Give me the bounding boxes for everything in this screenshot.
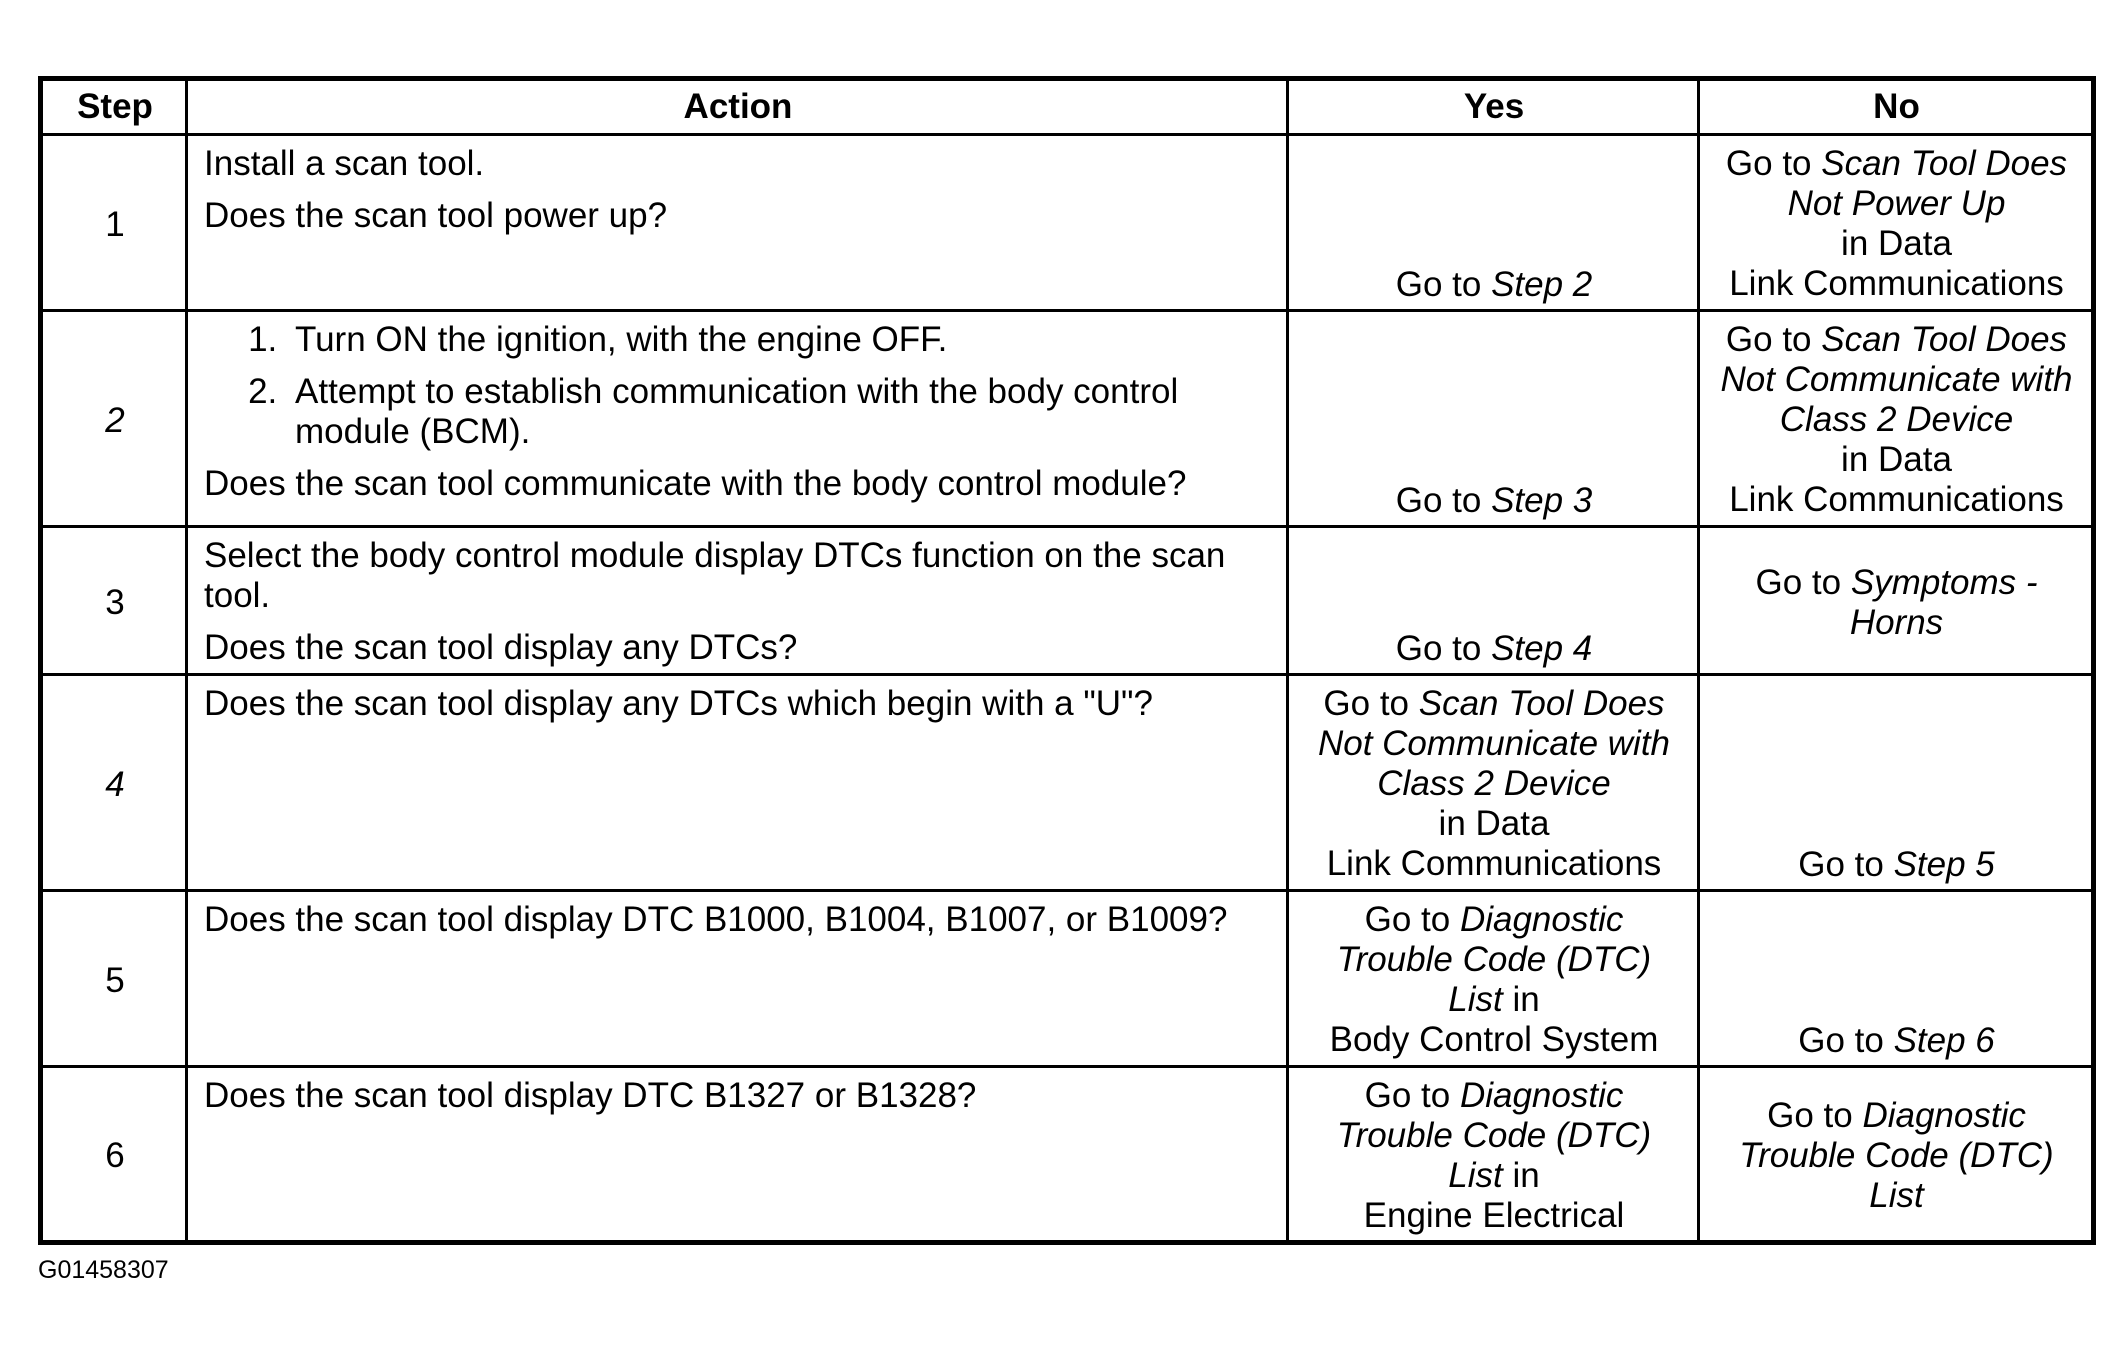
reference-link[interactable]: Scan Tool Does [1821, 320, 2068, 359]
no-cell [1699, 891, 2094, 1067]
action-instruction: Install a scan tool. [204, 144, 485, 183]
diagnostic-table [38, 76, 2096, 1245]
goto-prefix: Go to [1323, 684, 1419, 723]
goto-prefix: Go to [1767, 1096, 1863, 1135]
header-step: Step [41, 79, 187, 135]
yes-goto-line-2 [1305, 940, 1683, 980]
action-cell [187, 135, 1288, 311]
reference-link[interactable]: Scan Tool Does [1418, 684, 1665, 723]
no-cell [1699, 527, 2094, 675]
yes-goto-line-5: Link Communications [1326, 844, 1662, 883]
step-number: 4 [41, 675, 187, 891]
action-steps-list [204, 320, 1272, 452]
reference-link[interactable]: Not Communicate with [1317, 724, 1671, 763]
reference-link[interactable]: Diagnostic [1862, 1096, 2026, 1135]
goto-prefix: Go to [1395, 629, 1492, 668]
no-goto-line-3 [1716, 1176, 2077, 1216]
table-row [41, 311, 2094, 527]
no-cell [1699, 1067, 2094, 1243]
action-cell [187, 311, 1288, 527]
goto-prefix: Go to [1395, 265, 1492, 304]
reference-link[interactable]: Class 2 Device [1377, 764, 1611, 803]
reference-link[interactable]: List [1448, 1156, 1503, 1195]
no-goto-line-2 [1716, 1136, 2077, 1176]
reference-link[interactable]: List [1448, 980, 1503, 1019]
goto-suffix: in [1502, 1156, 1540, 1195]
yes-goto[interactable] [1305, 481, 1683, 521]
action-question: Does the scan tool display DTC B1327 or B1328? [204, 1076, 977, 1115]
step-number: 2 [41, 311, 187, 527]
yes-goto-line-2 [1305, 1116, 1683, 1156]
goto-prefix: Go to [1725, 320, 1822, 359]
reference-link[interactable]: Trouble Code (DTC) [1739, 1136, 2054, 1175]
yes-goto-line-4: Engine Electrical [1363, 1196, 1625, 1235]
yes-goto[interactable] [1305, 629, 1683, 669]
step-number: 3 [41, 527, 187, 675]
yes-goto[interactable] [1305, 265, 1683, 305]
action-cell [187, 891, 1288, 1067]
yes-cell [1288, 891, 1699, 1067]
step-number: 5 [41, 891, 187, 1067]
yes-cell [1288, 675, 1699, 891]
goto-prefix: Go to [1364, 1076, 1460, 1115]
action-question: Does the scan tool power up? [204, 196, 668, 235]
yes-goto-line-3 [1305, 1156, 1683, 1196]
no-cell [1699, 675, 2094, 891]
yes-cell [1288, 527, 1699, 675]
reference-link[interactable]: Symptoms - [1850, 562, 2038, 602]
no-goto-line-2 [1716, 184, 2077, 224]
action-cell [187, 527, 1288, 675]
action-step-item: 1. Turn ON the ignition, with the engine OFF. [287, 320, 1272, 360]
reference-link[interactable]: Not Communicate with [1720, 360, 2073, 399]
table-row [41, 891, 2094, 1067]
header-action: Action [187, 79, 1288, 135]
yes-cell [1288, 1067, 1699, 1243]
diagnostic-document [38, 76, 2091, 1245]
yes-cell [1288, 311, 1699, 527]
action-question: Does the scan tool display any DTCs? [204, 628, 798, 667]
reference-link[interactable]: Class 2 Device [1779, 400, 2014, 439]
goto-prefix: Go to [1755, 562, 1851, 602]
no-goto-line-2 [1716, 360, 2077, 400]
table-row [41, 527, 2094, 675]
no-cell [1699, 135, 2094, 311]
no-goto-line-1 [1716, 1096, 2077, 1136]
goto-prefix: Go to [1798, 1021, 1894, 1060]
goto-prefix: Go to [1395, 481, 1492, 520]
step-number: 6 [41, 1067, 187, 1243]
goto-prefix: Go to [1364, 900, 1460, 939]
goto-suffix: in [1502, 980, 1540, 1019]
action-question: Does the scan tool display DTC B1000, B1004, B1007, or B1009? [204, 900, 1228, 939]
action-cell [187, 1067, 1288, 1243]
reference-link[interactable]: Trouble Code (DTC) [1336, 1116, 1652, 1155]
action-instruction: Select the body control module display DTCs function on the scan tool. [204, 536, 1226, 615]
table-row [41, 135, 2094, 311]
table-row [41, 675, 2094, 891]
action-step-item: 2. Attempt to establish communication with the body control module (BCM). [287, 372, 1272, 452]
yes-goto-line-2 [1305, 724, 1683, 764]
goto-prefix: Go to [1725, 144, 1822, 183]
header-no: No [1699, 79, 2094, 135]
no-goto-line-1 [1716, 144, 2077, 184]
yes-cell [1288, 135, 1699, 311]
reference-link[interactable]: Diagnostic [1459, 1076, 1624, 1115]
reference-link[interactable]: List [1869, 1176, 1924, 1215]
no-goto-line-3 [1716, 400, 2077, 440]
step-link[interactable]: Step 4 [1491, 629, 1593, 668]
no-goto-line-5: Link Communications [1729, 480, 2064, 519]
table-header-row [41, 79, 2094, 135]
yes-goto-line-1 [1305, 1076, 1683, 1116]
no-goto-line-4: in Data [1841, 440, 1952, 479]
reference-link[interactable]: Trouble Code (DTC) [1336, 940, 1652, 979]
yes-goto-line-4: Body Control System [1329, 1020, 1659, 1059]
no-cell [1699, 311, 2094, 527]
yes-goto-line-1 [1305, 900, 1683, 940]
reference-link[interactable]: Diagnostic [1459, 900, 1624, 939]
reference-link[interactable]: Scan Tool Does [1821, 144, 2068, 183]
yes-goto-line-1 [1305, 684, 1683, 724]
table-row [41, 1067, 2094, 1243]
step-link[interactable]: Step 5 [1893, 845, 1995, 884]
step-link[interactable]: Step 6 [1893, 1021, 1995, 1060]
no-goto[interactable] [1716, 845, 2077, 885]
action-question: Does the scan tool communicate with the body control module? [204, 464, 1187, 503]
reference-link[interactable]: Horns [1849, 602, 1944, 642]
step-link[interactable]: Step 3 [1491, 481, 1593, 520]
action-cell [187, 675, 1288, 891]
reference-link[interactable]: Not Power Up [1787, 184, 2006, 223]
no-goto-line-3: in Data [1841, 224, 1952, 263]
header-yes: Yes [1288, 79, 1699, 135]
action-question: Does the scan tool display any DTCs which begin with a "U"? [204, 684, 1153, 723]
goto-prefix: Go to [1798, 845, 1894, 884]
no-goto-line-1 [1716, 320, 2077, 360]
figure-id: G01458307 [38, 1256, 169, 1284]
step-number: 1 [41, 135, 187, 311]
step-link[interactable]: Step 2 [1491, 265, 1593, 304]
no-goto-line-1 [1716, 563, 2077, 603]
yes-goto-line-4: in Data [1438, 804, 1550, 843]
yes-goto-line-3 [1305, 980, 1683, 1020]
yes-goto-line-3 [1305, 764, 1683, 804]
no-goto-line-2 [1716, 603, 2077, 643]
no-goto[interactable] [1716, 1021, 2077, 1061]
no-goto-line-4: Link Communications [1729, 264, 2064, 303]
